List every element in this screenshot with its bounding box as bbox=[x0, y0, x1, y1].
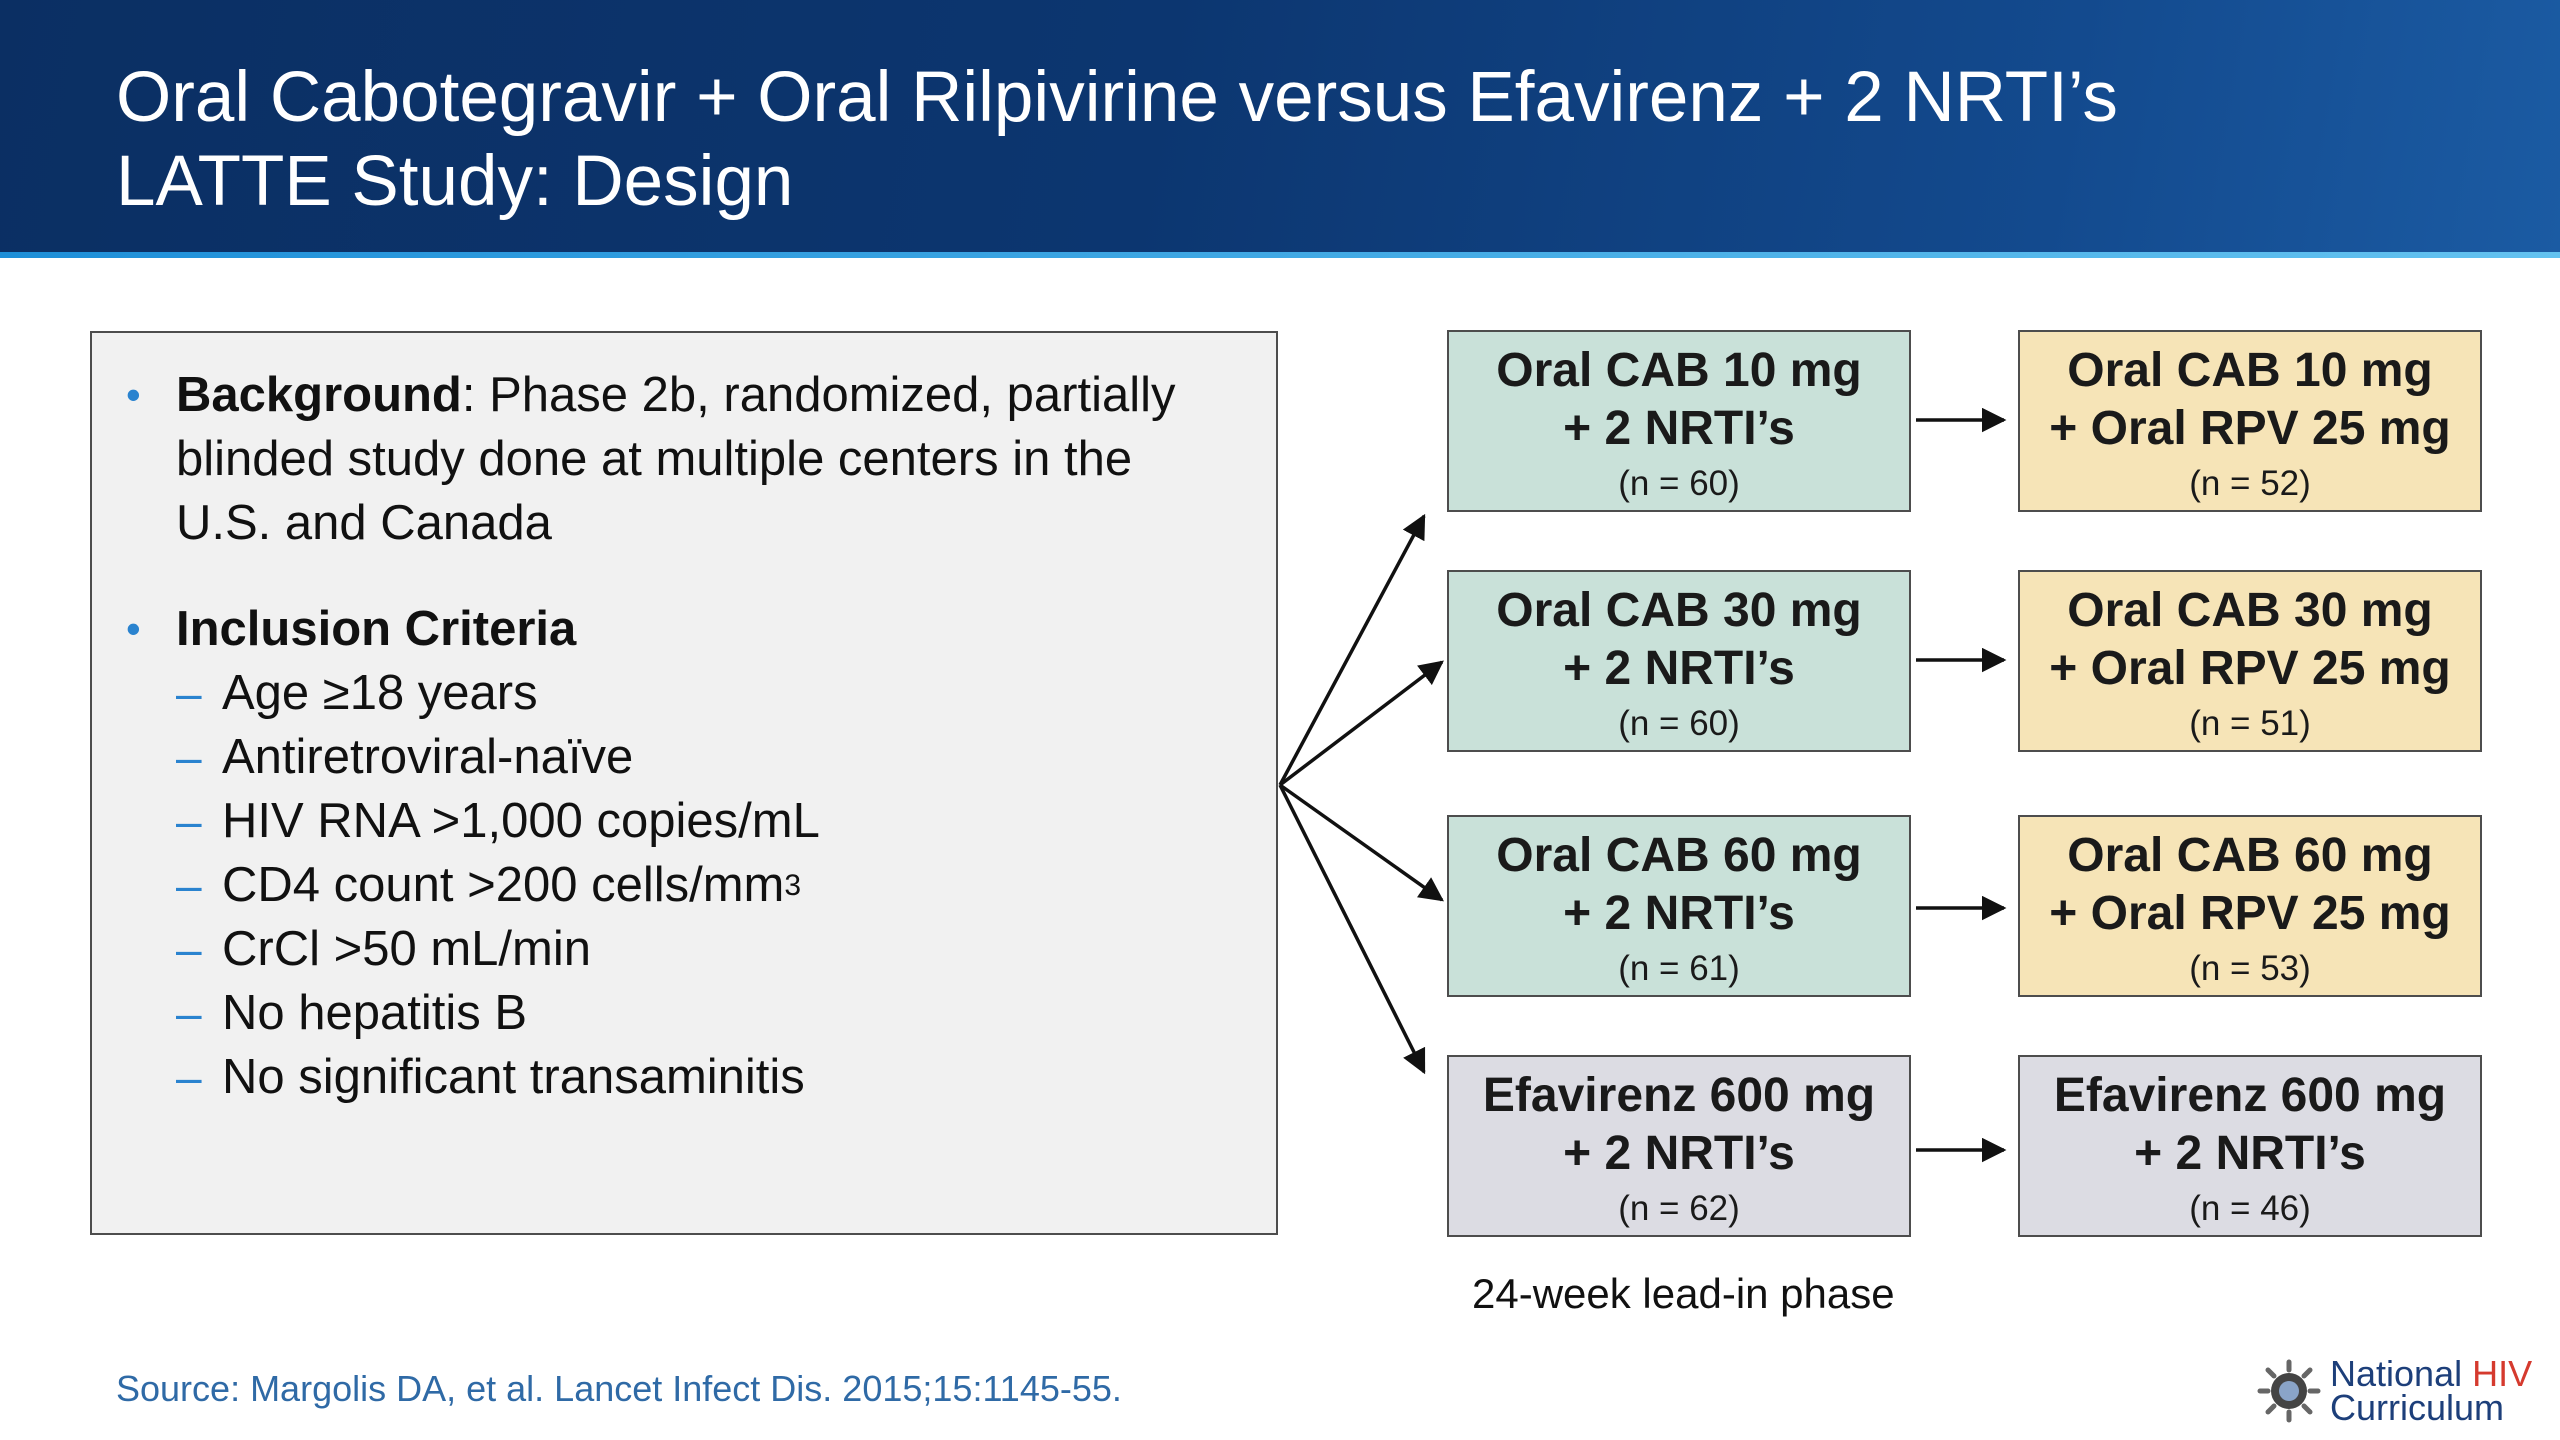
criterion-hiv-rna: HIV RNA >1,000 copies/mL bbox=[222, 794, 820, 848]
maintenance-cab-10mg-rpv-box: Oral CAB 10 mg + Oral RPV 25 mg (n = 52) bbox=[2018, 330, 2482, 512]
curriculum-globe-icon bbox=[2256, 1358, 2322, 1424]
lead-in-cab-60mg-box: Oral CAB 60 mg + 2 NRTI’s (n = 61) bbox=[1447, 815, 1911, 997]
maintenance-cab-30mg-rpv-box: Oral CAB 30 mg + Oral RPV 25 mg (n = 51) bbox=[2018, 570, 2482, 752]
dash-icon: – bbox=[176, 987, 202, 1039]
slide-title-line-2: LATTE Study: Design bbox=[116, 142, 794, 221]
background-line-2: blinded study done at multiple centers in the bbox=[176, 432, 1133, 486]
bullet-icon: • bbox=[126, 605, 141, 652]
criterion-cd4: CD4 count >200 cells/$mm^3$ bbox=[222, 858, 802, 912]
randomization-arrow-3 bbox=[1280, 785, 1442, 900]
slide-title-line-1: Oral Cabotegravir + Oral Rilpivirine versus Efavirenz + 2 NRTI’s bbox=[116, 58, 2118, 137]
randomization-arrow-4 bbox=[1280, 785, 1424, 1072]
criterion-age: Age ≥18 years bbox=[222, 666, 538, 720]
dash-icon: – bbox=[176, 795, 202, 847]
lead-in-cab-10mg-box: Oral CAB 10 mg + 2 NRTI’s (n = 60) bbox=[1447, 330, 1911, 512]
bullet-icon: • bbox=[126, 371, 141, 418]
randomization-arrow-1 bbox=[1280, 516, 1424, 785]
lead-in-cab-30mg-box: Oral CAB 30 mg + 2 NRTI’s (n = 60) bbox=[1447, 570, 1911, 752]
dash-icon: – bbox=[176, 1051, 202, 1103]
dash-icon: – bbox=[176, 731, 202, 783]
dash-icon: – bbox=[176, 923, 202, 975]
background-line-3: U.S. and Canada bbox=[176, 496, 552, 550]
maintenance-cab-60mg-rpv-box: Oral CAB 60 mg + Oral RPV 25 mg (n = 53) bbox=[2018, 815, 2482, 997]
criterion-art-naive: Antiretroviral-naïve bbox=[222, 730, 634, 784]
lead-in-efavirenz-box: Efavirenz 600 mg + 2 NRTI’s (n = 62) bbox=[1447, 1055, 1911, 1237]
inclusion-criteria-heading: Inclusion Criteria bbox=[176, 602, 577, 656]
dash-icon: – bbox=[176, 667, 202, 719]
criterion-hepatitis-b: No hepatitis B bbox=[222, 986, 528, 1040]
source-citation: Source: Margolis DA, et al. Lancet Infect Dis. 2015;15:1145-55. bbox=[116, 1368, 1122, 1409]
randomization-arrow-2 bbox=[1280, 662, 1442, 785]
cd4-superscript: 3 bbox=[784, 869, 802, 902]
lead-in-phase-caption: 24-week lead-in phase bbox=[1472, 1270, 1895, 1317]
criterion-transaminitis: No significant transaminitis bbox=[222, 1050, 805, 1104]
background-line-1: Background: Phase 2b, randomized, partially bbox=[176, 368, 1176, 422]
national-hiv-curriculum-logo: National HIV Curriculum bbox=[2256, 1352, 2546, 1432]
maintenance-efavirenz-box: Efavirenz 600 mg + 2 NRTI’s (n = 46) bbox=[2018, 1055, 2482, 1237]
dash-icon: – bbox=[176, 859, 202, 911]
background-label: Background bbox=[176, 368, 462, 422]
criterion-crcl: CrCl >50 mL/min bbox=[222, 922, 591, 976]
